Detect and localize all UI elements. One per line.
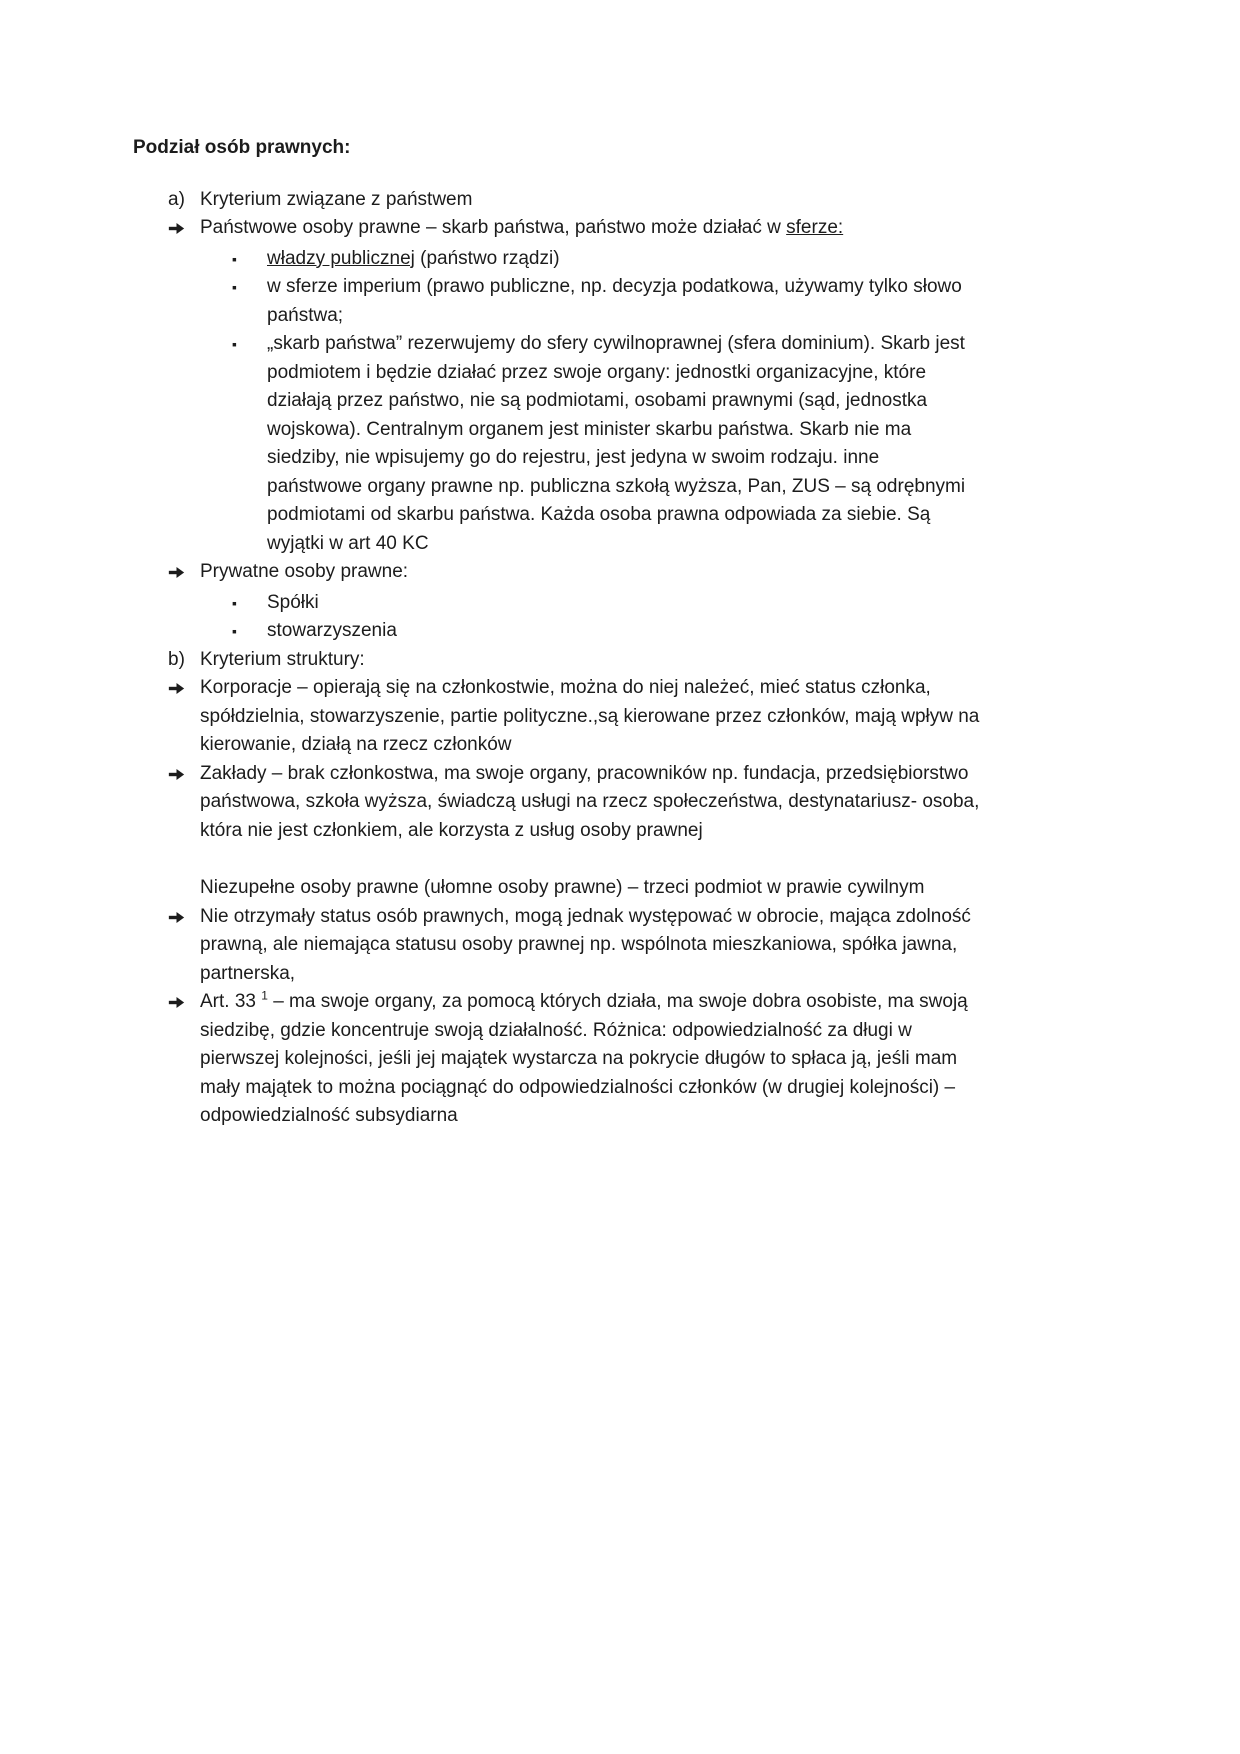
text-segment: – ma swoje organy, za pomocą których działa, ma swoje dobra osobiste, ma swoją siedzibę, gdzie koncentruje swoją działalność. Różnica: odpowiedzialność za długi w pierwszej kolejności, jeśli jej majątek wystarcza na pokrycie długów to spłaca ją, jeśli mam mały majątek to można pociągnąć do odpowiedzialności członków (w drugiej kolejności) – odpowiedzialność subsydiarna	[200, 991, 968, 1126]
underlined-text: sferze:	[786, 217, 844, 238]
list-item	[133, 903, 995, 989]
list-item	[133, 674, 995, 760]
document-content	[133, 134, 995, 1131]
list-item-text: w sferze imperium (prawo publiczne, np. decyzja podatkowa, używamy tylko słowo państwa;	[267, 276, 962, 326]
square-bullet-icon: ▪	[232, 594, 237, 611]
list-marker: a)	[168, 188, 185, 210]
list-item	[133, 186, 995, 215]
square-bullet-icon: ▪	[232, 336, 237, 352]
list-item	[133, 214, 995, 245]
underlined-text: władzy publicznej	[267, 247, 415, 269]
list-item-text: Korporacje – opierają się na członkostwie, można do niej należeć, mieć status członka, spółdzielnia, stowarzyszenie, partie polityczne.,są kierowane przez członków, mają wpływ na kierowanie, działą na rzecz członków	[200, 677, 980, 755]
list-item	[133, 589, 995, 618]
text-segment: Państwowe osoby prawne – skarb państwa, państwo może działać w	[200, 217, 787, 238]
square-bullet-icon: ▪	[232, 279, 237, 295]
list-item	[133, 760, 995, 846]
list-item-text	[200, 214, 995, 243]
arrow-bullet-icon	[168, 760, 200, 791]
list-item-text: stowarzyszenia	[267, 620, 397, 641]
arrow-bullet-icon	[168, 988, 200, 1019]
list-item	[133, 617, 995, 646]
list-item-text	[200, 988, 995, 1131]
list-item-text: Kryterium struktury:	[200, 648, 365, 670]
page-title: Podział osób prawnych:	[133, 137, 351, 158]
list-item-text: Prywatne osoby prawne:	[200, 561, 409, 582]
text-segment: Art. 33	[200, 991, 262, 1012]
list-item	[133, 330, 995, 558]
list-item	[133, 988, 995, 1131]
square-bullet-icon: ▪	[232, 250, 237, 267]
list-item	[133, 874, 995, 903]
arrow-bullet-icon	[168, 674, 200, 705]
list-item-text: „skarb państwa” rezerwujemy do sfery cywilnoprawnej (sfera dominium). Skarb jest podmiotem i będzie działać przez swoje organy: jednostki organizacyjne, które działają przez państwo, nie są podmiotami, osobami prawnymi (sąd, jednostka wojskowa). Centralnym organem jest minister skarbu państwa. Skarb nie ma siedziby, nie wpisujemy go do rejestru, jest jedyna w swoim rodzaju. inne państwowe organy prawne np. publiczna szkołą wyższa, Pan, ZUS – są odrębnymi podmiotami od skarbu państwa. Każda osoba prawna odpowiada za siebie. Są wyjątki w art 40 KC	[267, 333, 966, 554]
list-item	[133, 646, 995, 675]
arrow-bullet-icon	[168, 214, 200, 245]
square-bullet-icon: ▪	[232, 623, 237, 639]
list-item-text: Nie otrzymały status osób prawnych, mogą jednak występować w obrocie, mająca zdolność prawną, ale niemająca statusu osoby prawnej np. wspólnota mieszkaniowa, spółka jawna, partnerska,	[200, 905, 971, 984]
list-item	[133, 558, 995, 589]
list-item-text: Zakłady – brak członkostwa, ma swoje organy, pracowników np. fundacja, przedsiębiorstwo państwowa, szkoła wyższa, świadczą usługi na rzecz społeczeństwa, destynatariusz- osoba, która nie jest członkiem, ale korzysta z usług osoby prawnej	[200, 762, 980, 841]
superscript: 1	[261, 988, 268, 1003]
list-item-text: Spółki	[267, 591, 319, 613]
list-item-text	[267, 245, 967, 274]
arrow-bullet-icon	[168, 903, 200, 934]
list-item	[133, 273, 995, 330]
list-item-text: Kryterium związane z państwem	[200, 188, 473, 210]
text-segment: (państwo rządzi)	[414, 247, 560, 269]
arrow-bullet-icon	[168, 558, 200, 589]
list-item	[133, 245, 995, 274]
list-marker: b)	[168, 648, 185, 670]
list-item-text: Niezupełne osoby prawne (ułomne osoby prawne) – trzeci podmiot w prawie cywilnym	[200, 877, 925, 898]
